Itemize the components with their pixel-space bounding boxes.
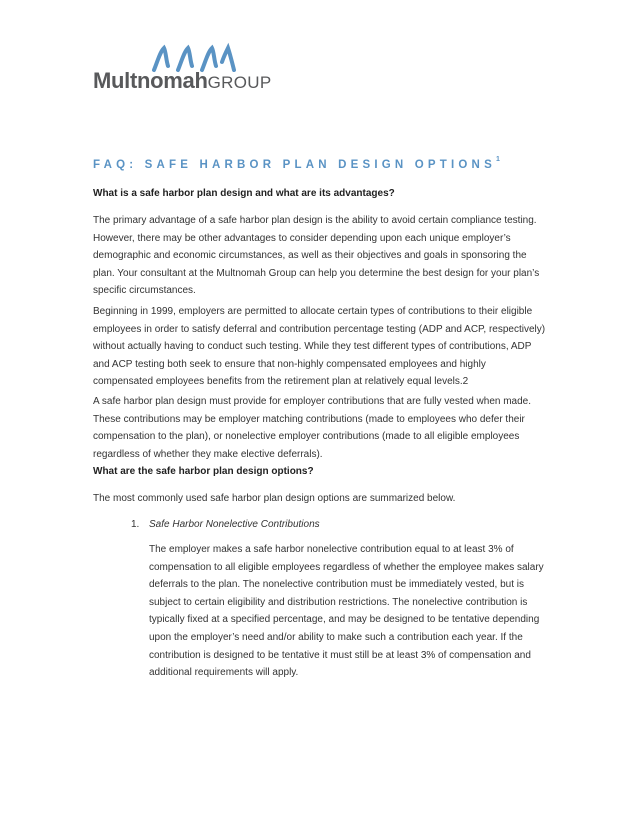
logo-main-text: Multnomah [93,68,208,93]
page-title-text: FAQ: SAFE HARBOR PLAN DESIGN OPTIONS [93,158,496,171]
company-logo [93,42,293,98]
logo-sub-text: GROUP [207,73,272,92]
list-item-1-body: The employer makes a safe harbor nonelective contribution equal to at least 3% of compensation to all eligible employees regardless of whether the employee makes salary deferrals to the plan. The nonelective contribution must be immediately vested, but is subject to certain eligibility and distribution restrictions. The nonelective contribution is typically fixed at a specified percentage, and may be designed to be tentative depending upon the employer’s need and/or ability to make such a contribution each year. If the contribution is designed to be tentative it must still be at least 3% of compensation and additional requirements will apply. [149,544,544,679]
question-heading-2: What are the safe harbor plan design options? [93,466,314,477]
page-title [93,158,500,171]
title-footnote: 1 [495,156,500,163]
logo-wordmark [93,70,271,92]
paragraph-3: A safe harbor plan design must provide for employer contributions that are fully vested when made. These contributions may be employer matching contributions (made to employees who defer their compensation to the plan), or nonelective employer contributions (made to all eligible employees regardless of whether they make elective deferrals). [93,396,532,460]
list-item-1-title [131,519,320,530]
paragraph-1: The primary advantage of a safe harbor plan design is the ability to avoid certain compliance testing. However, there may be other advantages to consider depending upon each unique employer’s demographic and economic circumstances, as well as their objectives and goals in sponsoring the plan. Your consultant at the Multnomah Group can help you determine the best design for your plan’s specific circumstances. [93,215,540,297]
question-heading-1: What is a safe harbor plan design and what are its advantages? [93,188,395,199]
list-item-title: Safe Harbor Nonelective Contributions [149,519,320,530]
paragraph-4: The most commonly used safe harbor plan design options are summarized below. [93,493,456,504]
paragraph-2: Beginning in 1999, employers are permitted to allocate certain types of contributions to their eligible employees in order to satisfy deferral and contribution percentage testing (ADP and ACP, respectively) without actually having to conduct such testing. While they test different types of contributions, ADP and ACP testing both seek to ensure that non-highly compensated employees and highly compensated employees benefits from the retirement plan at relatively equal levels.2 [93,306,546,388]
list-number: 1. [131,519,140,530]
